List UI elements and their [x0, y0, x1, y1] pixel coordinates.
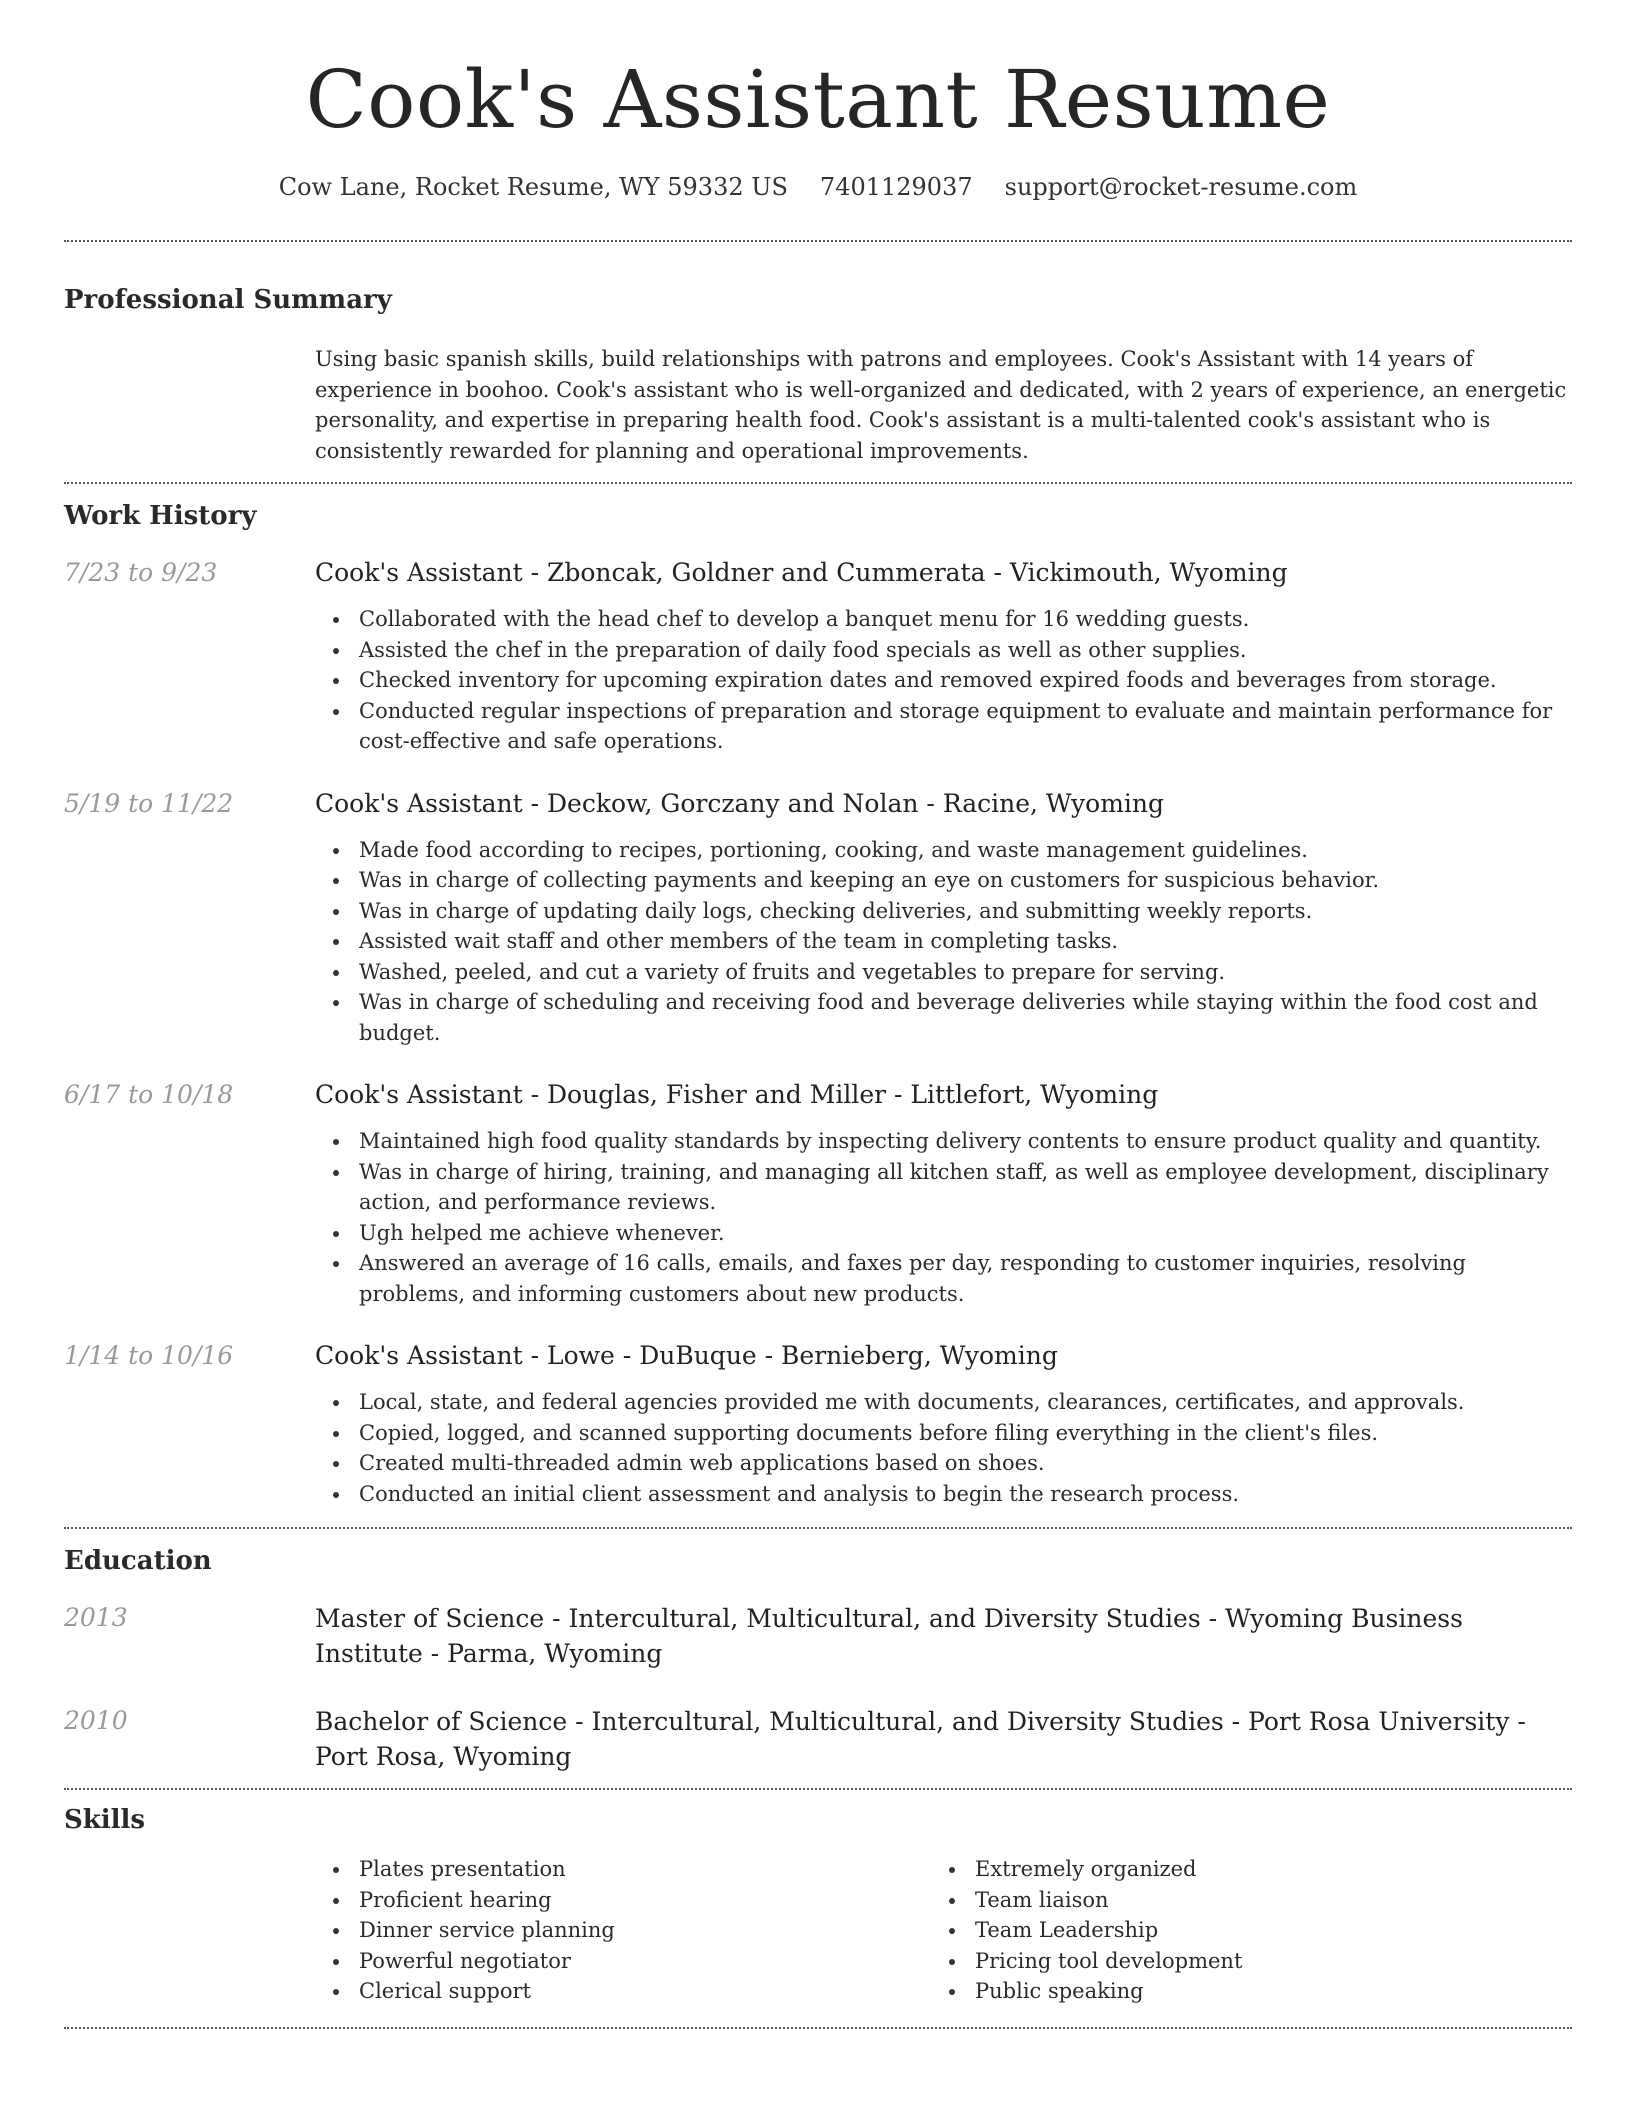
skill-item: Clerical support: [315, 1976, 931, 2007]
list-item: Maintained high food quality standards by inspecting delivery contents to ensure product quality and quantity.: [315, 1126, 1572, 1157]
skill-item: Powerful negotiator: [315, 1946, 931, 1977]
divider: [64, 1788, 1572, 1790]
divider: [64, 482, 1572, 484]
list-item: Was in charge of collecting payments and keeping an eye on customers for suspicious behavior.: [315, 865, 1572, 896]
education-section: [64, 1543, 1572, 1774]
summary-text: Using basic spanish skills, build relationships with patrons and employees. Cook's Assistant with 14 years of experience in boohoo. Cook's assistant who is well-organized and dedicated, with 2 years of experience, an energetic personality, and expertise in preparing health food. Cook's assistant is a multi-talented cook's assistant who is consistently rewarded for planning and operational improvements.: [315, 347, 1567, 463]
education-entry: [64, 1704, 1572, 1774]
skill-item: Proficient hearing: [315, 1885, 931, 1916]
job-duties: [315, 835, 1572, 1049]
job-duties: [315, 604, 1572, 757]
list-item: Copied, logged, and scanned supporting documents before filing everything in the client's files.: [315, 1418, 1572, 1449]
job-title: Cook's Assistant - Deckow, Gorczany and Nolan - Racine, Wyoming: [315, 788, 1165, 818]
job-title: Cook's Assistant - Douglas, Fisher and Miller - Littlefort, Wyoming: [315, 1080, 1159, 1109]
contact-address: Cow Lane, Rocket Resume, WY 59332 US: [278, 173, 788, 201]
list-item: Local, state, and federal agencies provided me with documents, clearances, certificates, and approvals.: [315, 1387, 1572, 1418]
skills-column-right: [931, 1854, 1547, 2007]
skill-item: Pricing tool development: [931, 1946, 1547, 1977]
list-item: Checked inventory for upcoming expiration dates and removed expired foods and beverages from storage.: [315, 665, 1572, 696]
job-title: Cook's Assistant - Zboncak, Goldner and Cummerata - Vickimouth, Wyoming: [315, 558, 1288, 587]
resume-page: [64, 0, 1572, 2029]
list-item: Created multi-threaded admin web applications based on shoes.: [315, 1448, 1572, 1479]
work-history-section: [64, 498, 1572, 1509]
list-item: Washed, peeled, and cut a variety of fruits and vegetables to prepare for serving.: [315, 957, 1572, 988]
education-degree: Bachelor of Science - Intercultural, Multicultural, and Diversity Studies - Port Rosa University - Port Rosa, Wyoming: [315, 1707, 1526, 1771]
section-title-skills: Skills: [64, 1805, 146, 1835]
skill-item: Extremely organized: [931, 1854, 1547, 1885]
list-item: Collaborated with the head chef to develop a banquet menu for 16 wedding guests.: [315, 604, 1572, 635]
skill-item: Team liaison: [931, 1885, 1547, 1916]
list-item: Was in charge of scheduling and receiving food and beverage deliveries while staying within the food cost and budget.: [315, 987, 1572, 1048]
section-title-education: Education: [64, 1546, 212, 1576]
divider: [64, 240, 1572, 242]
list-item: Was in charge of hiring, training, and managing all kitchen staff, as well as employee development, disciplinary action, and performance reviews.: [315, 1157, 1572, 1218]
list-item: Conducted regular inspections of preparation and storage equipment to evaluate and maintain performance for cost-effective and safe operations.: [315, 696, 1572, 757]
contact-email: support@rocket-resume.com: [1004, 173, 1358, 201]
contact-info: [64, 170, 1572, 204]
list-item: Assisted the chef in the preparation of daily food specials as well as other supplies.: [315, 635, 1572, 666]
job-entry: [64, 787, 1572, 1049]
skill-item: Public speaking: [931, 1976, 1547, 2007]
contact-phone: 7401129037: [819, 173, 973, 201]
education-degree: Master of Science - Intercultural, Multicultural, and Diversity Studies - Wyoming Business Institute - Parma, Wyoming: [315, 1604, 1463, 1668]
education-year: 2013: [64, 1603, 128, 1632]
skill-item: Team Leadership: [931, 1915, 1547, 1946]
list-item: Answered an average of 16 calls, emails, and faxes per day, responding to customer inquiries, resolving problems, and informing customers about new products.: [315, 1248, 1572, 1309]
job-date: 5/19 to 11/22: [64, 788, 234, 818]
list-item: Ugh helped me achieve whenever.: [315, 1218, 1572, 1249]
job-entry: [64, 1339, 1572, 1509]
skills-list: [315, 1854, 1572, 2007]
section-title-summary: Professional Summary: [64, 285, 392, 315]
job-entry: [64, 1078, 1572, 1309]
job-date: 1/14 to 10/16: [64, 1341, 234, 1370]
divider: [64, 2027, 1572, 2029]
job-entry: [64, 556, 1572, 757]
list-item: Made food according to recipes, portioning, cooking, and waste management guidelines.: [315, 835, 1572, 866]
skill-item: Dinner service planning: [315, 1915, 931, 1946]
resume-title: Cook's Assistant Resume: [305, 53, 1331, 146]
list-item: Assisted wait staff and other members of the team in completing tasks.: [315, 926, 1572, 957]
section-title-work: Work History: [64, 501, 257, 531]
skills-section: [64, 1802, 1572, 2007]
job-date: 7/23 to 9/23: [64, 558, 218, 587]
list-item: Conducted an initial client assessment and analysis to begin the research process.: [315, 1479, 1572, 1510]
job-duties: [315, 1126, 1572, 1309]
skills-column-left: [315, 1854, 931, 2007]
education-entry: [64, 1601, 1572, 1671]
list-item: Was in charge of updating daily logs, checking deliveries, and submitting weekly reports.: [315, 896, 1572, 927]
divider: [64, 1527, 1572, 1529]
job-duties: [315, 1387, 1572, 1509]
summary-section: [64, 282, 1572, 466]
job-title: Cook's Assistant - Lowe - DuBuque - Bernieberg, Wyoming: [315, 1341, 1058, 1370]
education-year: 2010: [64, 1706, 128, 1735]
skill-item: Plates presentation: [315, 1854, 931, 1885]
job-date: 6/17 to 10/18: [64, 1080, 234, 1109]
